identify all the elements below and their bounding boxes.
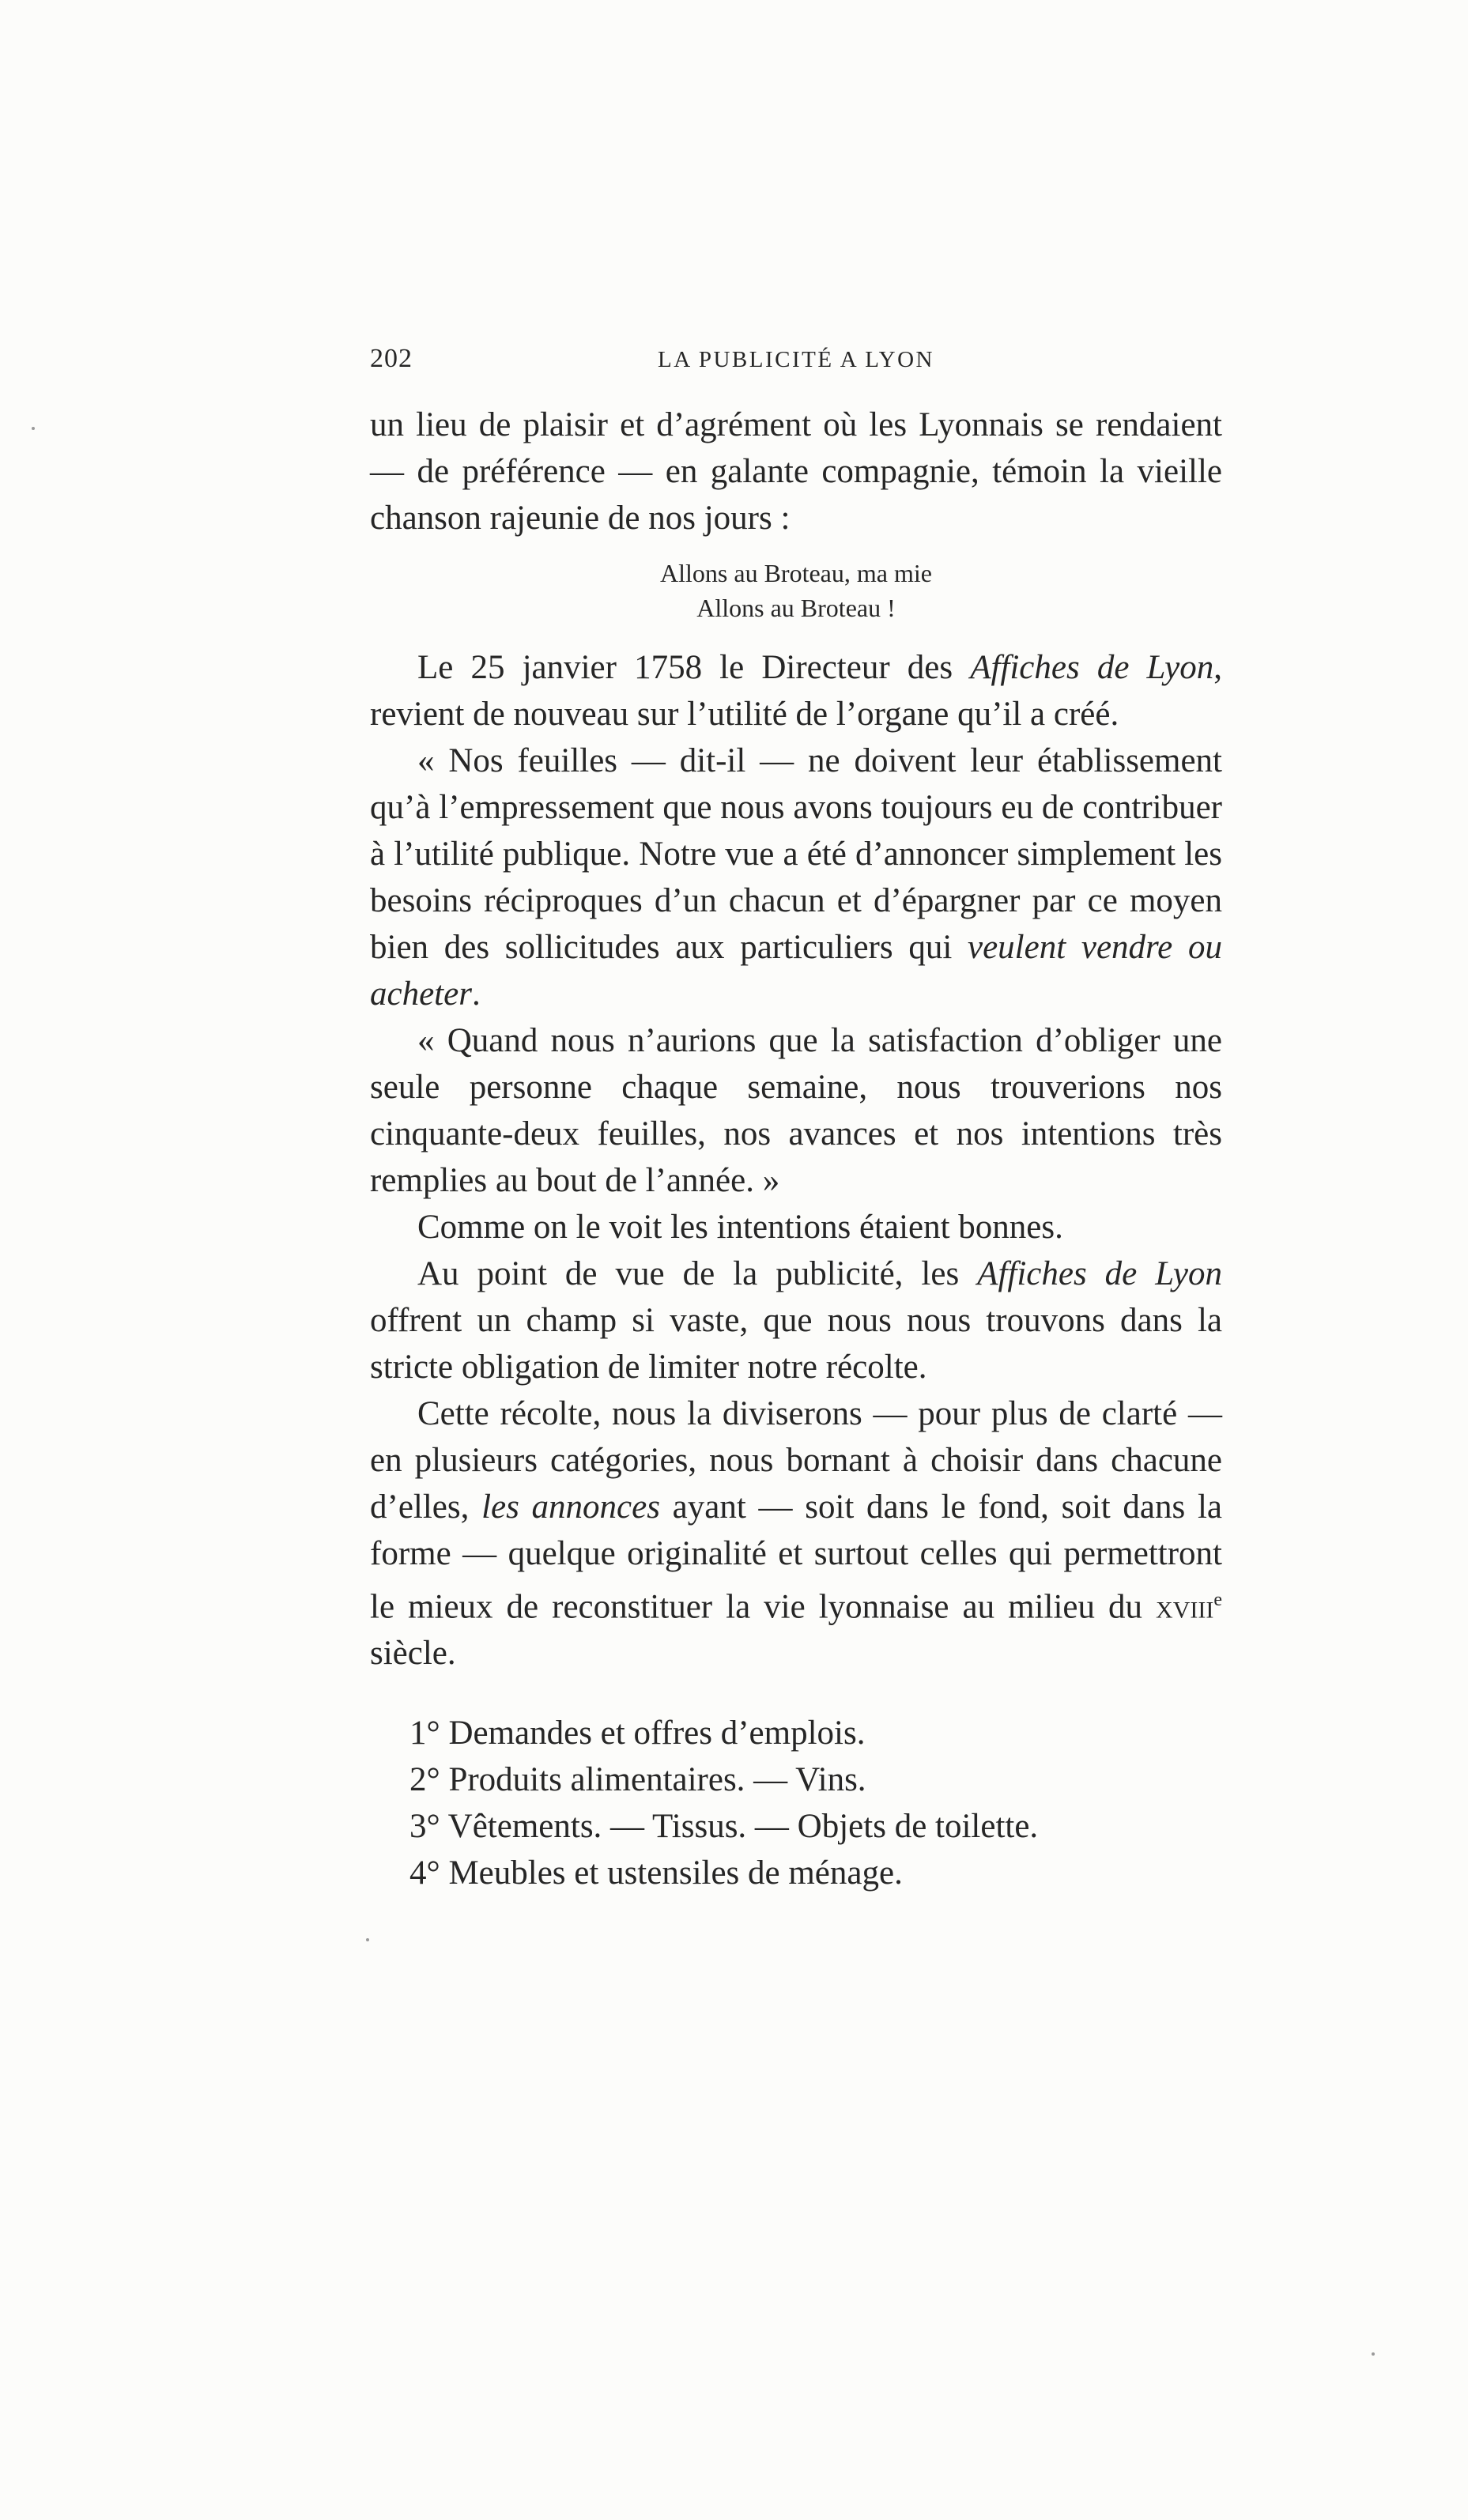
paragraph: Comme on le voit les intentions étaient bonnes.	[417, 1209, 1063, 1246]
paragraph	[370, 644, 1222, 738]
paper-speck	[366, 1938, 369, 1941]
paragraph	[370, 1390, 1222, 1677]
text-run: offrent un champ si vaste, que nous nous trouvons dans la stricte obligation de limiter notre récolte.	[370, 1302, 1222, 1386]
category-list	[370, 1710, 1222, 1896]
page-number: 202	[370, 344, 413, 373]
text-run: , revient de nouveau sur l’utilité de l’organe qu’il a créé.	[370, 649, 1222, 733]
list-item: 2° Produits alimentaires. — Vins.	[409, 1761, 866, 1799]
page-header	[370, 344, 1222, 383]
quote-line: Allons au Broteau, ma mie	[660, 559, 932, 587]
list-item: 3° Vêtements. — Tissus. — Objets de toilette.	[409, 1808, 1039, 1846]
newspaper-title: Affiches de Lyon	[970, 649, 1214, 686]
century-numeral: xviii	[1156, 1588, 1214, 1626]
text-run: ayant — soit dans le fond, soit dans la forme — quelque originalité et surtout celles qui permettront le mieux de reconstituer la vie lyonnaise au milieu du	[370, 1488, 1222, 1626]
italic-text: les annonces	[481, 1488, 660, 1526]
paper-speck	[32, 427, 35, 430]
text-run: .	[471, 975, 481, 1013]
paragraph	[370, 1251, 1222, 1390]
italic-text: veulent vendre ou acheter	[370, 929, 1222, 1013]
text-run: Cette récolte, nous la diviserons — pour plus de clarté — en plusieurs catégories, nous bornant à choisir dans chacune d’elles,	[370, 1395, 1222, 1526]
list-item: 4° Meubles et ustensiles de ménage.	[409, 1854, 903, 1892]
text-run: siècle.	[370, 1635, 456, 1673]
body-text	[370, 402, 1222, 1896]
superscript: e	[1213, 1590, 1222, 1610]
paragraph: « Quand nous n’aurions que la satisfaction d’obliger une seule personne chaque semaine, nous trouverions nos cinquante-deux feuilles, nos avances et nos intentions très remplies au bout de l’année. »	[370, 1022, 1222, 1199]
paragraph: un lieu de plaisir et d’agrément où les Lyonnais se rendaient — de préférence — en galante compagnie, témoin la vieille chanson rajeunie de nos jours :	[370, 406, 1222, 537]
text-run: « Nos feuilles — dit-il — ne doivent leur établissement qu’à l’empressement que nous avons toujours eu de contribuer à l’utilité publique. Notre vue a été d’annoncer simplement les besoins réciproques d’un chacun et d’épargner par ce moyen bien des sollicitudes aux particuliers qui	[370, 742, 1222, 966]
running-title: LA PUBLICITÉ A LYON	[658, 347, 934, 372]
newspaper-title: Affiches de Lyon	[977, 1255, 1222, 1292]
list-item: 1° Demandes et offres d’emplois.	[409, 1715, 866, 1752]
text-run: Le 25 janvier 1758 le Directeur des	[417, 649, 971, 686]
quote-line: Allons au Broteau !	[696, 594, 896, 622]
song-quote	[370, 556, 1222, 625]
paper-speck	[1372, 2352, 1375, 2356]
text-run: Au point de vue de la publicité, les	[417, 1255, 978, 1292]
paragraph	[370, 738, 1222, 1017]
